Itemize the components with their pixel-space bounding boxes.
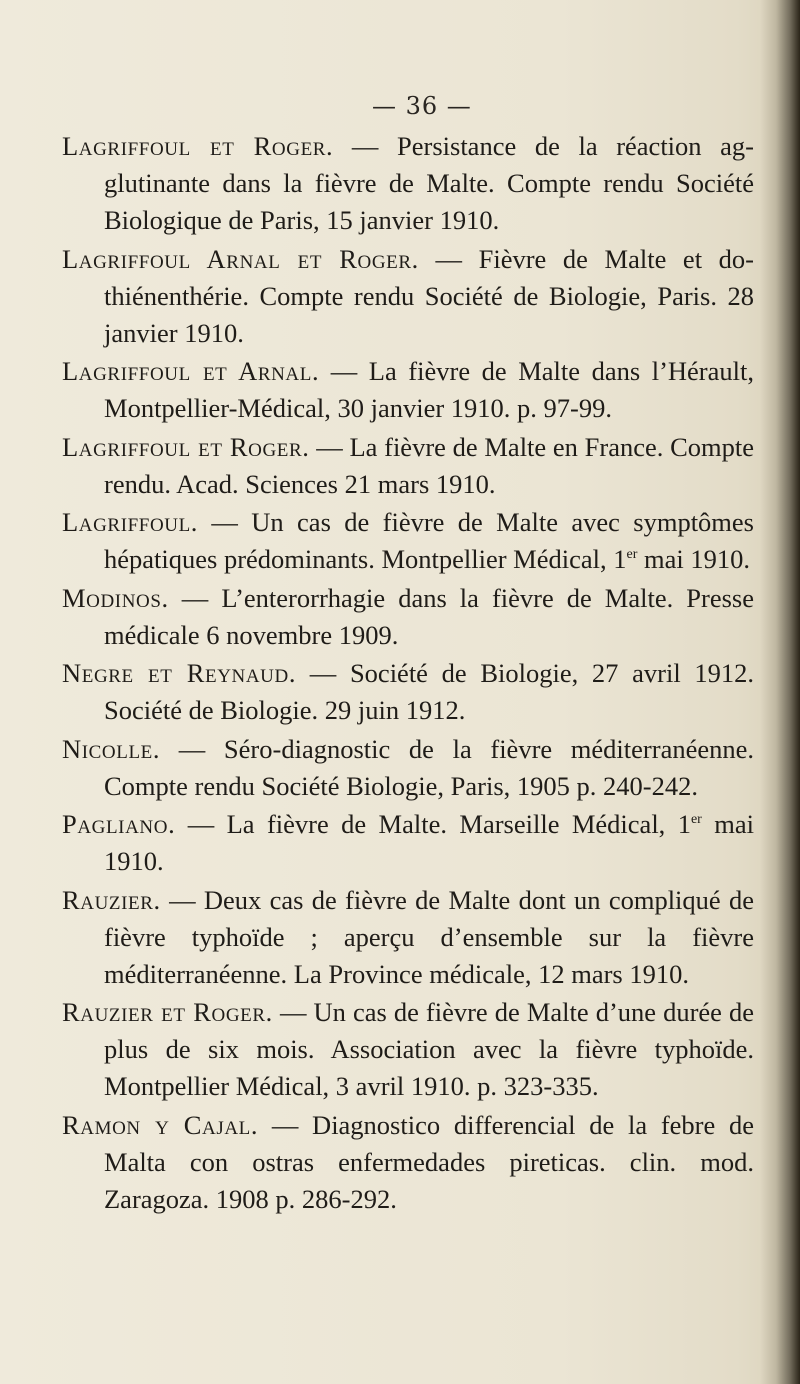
entry-text: — La fièvre de Malte en France. Compte rendu. Acad. Sciences 21 mars 1910. [104,431,754,499]
entry-text: — Persistance de la réaction agglutinante dans la fièvre de Malte. Compte rendu Société Biologique de Paris, 15 janvier 1910. [104,131,754,235]
entry-author: Lagriffoul. [62,507,199,537]
entry-author: Rauzier. [62,884,161,915]
page-edge-shadow [760,0,800,1384]
entry-text-end: mai 1910. [637,544,751,574]
entry-author: Negre et Reynaud. [62,658,297,688]
bibliography-entry [62,1107,754,1218]
entry-author: Pagliano. [62,809,176,839]
entry-author: Ramon y Cajal. [62,1109,259,1140]
bibliography-entry [62,655,754,729]
ordinal-number: 1 [613,544,627,574]
bibliography-entry [62,429,754,503]
bibliography-entry [62,504,754,578]
entry-text: — Un cas de fièvre de Malte avec symptômes hépatiques prédominants. Montpellier Médical, [104,507,754,574]
ordinal-superscript: er [690,812,702,828]
bibliography-entry [62,882,754,993]
entry-author: Nicolle. [62,733,161,764]
entry-text: — Un cas de fièvre de Malte d’une durée de plus de six mois. Association avec la fièvre typhoïde. Montpellier Médical, 3 avril 1910. p. 323-335. [104,997,755,1101]
entry-author: Modinos. [62,582,169,613]
entry-text: — Deux cas de fièvre de Malte dont un compliqué de fièvre typhoïde ; aperçu d’ensemble sur la fièvre méditerranéenne. La Province médicale, 12 mars 1910. [104,884,754,989]
entry-author: Rauzier et Roger. [62,997,273,1027]
entry-text: — Séro-diagnostic de la fièvre méditerranéenne. Compte rendu Société Biologie, Paris, 1905 p. 240-242. [104,733,754,801]
entry-author: Lagriffoul et Roger. [62,131,334,161]
bibliography-entry [62,994,754,1105]
entry-text: — Société de Biologie, 27 avril 1912. Société de Biologie. 29 juin 1912. [104,658,754,725]
entry-text-end: mai 1910. [104,809,754,876]
bibliography-entry [62,241,754,352]
entry-text: — Diagnostico differencial de la febre de Malta con ostras enfermedades pireticas. clin. mod. Zaragoza. 1908 p. 286-292. [104,1109,754,1214]
bibliography-entry [62,731,754,805]
bibliography-entry [62,580,754,654]
entry-text: — Fièvre de Malte et dothiénenthérie. Compte rendu Société de Biologie, Paris. 28 janvier 1910. [104,243,754,348]
page-number: — 36 — [372,92,472,120]
bibliography-entry [62,128,754,239]
entry-author: Lagriffoul Arnal et Roger. [62,243,419,274]
bibliography-entry [62,353,754,427]
entry-text: — L’enterorrhagie dans la fièvre de Malte. Presse médicale 6 novembre 1909. [104,582,754,650]
bibliography-list [62,128,754,1219]
entry-author: Lagriffoul et Roger. [62,431,310,462]
entry-text: — La fièvre de Malte dans l’Hérault, Montpellier-Médical, 30 janvier 1910. p. 97-99. [104,356,754,423]
entry-author: Lagriffoul et Arnal. [62,356,320,386]
ordinal-superscript: er [626,547,638,563]
entry-text: — La fièvre de Malte. Marseille Médical, [175,809,678,839]
ordinal-number: 1 [677,809,691,839]
bibliography-entry [62,806,754,880]
